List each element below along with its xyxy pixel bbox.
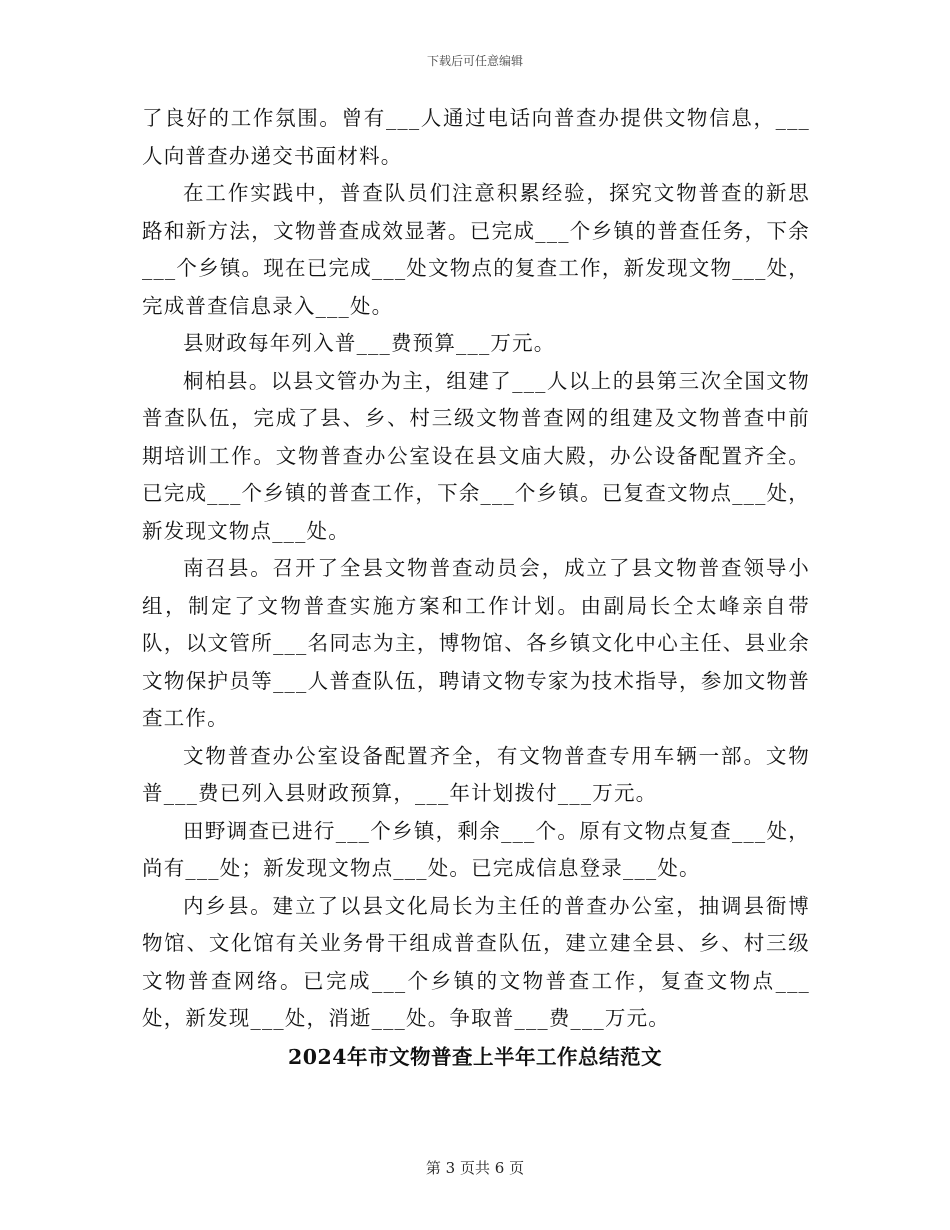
paragraph-county-budget: 县财政每年列入普___费预算___万元。: [183, 331, 556, 355]
paragraph-work-practice: 在工作实践中，普查队员们注意积累经验，探究文物普查的新思路和新方法，文物普查成效显著。已完成___个乡镇的普查任务，下余___个乡镇。现在已完成___处文物点的复查工作，新发现文物___处，完成普查信息录入___处。: [142, 181, 810, 318]
document-body: [142, 100, 810, 1038]
page-number: 第 3 页共 6 页: [425, 1159, 525, 1177]
paragraph-field-survey: 田野调查已进行___个乡镇，剩余___个。原有文物点复查___处，尚有___处；新发现文物点___处。已完成信息登录___处。: [142, 818, 810, 880]
page-header: 下载后可任意编辑: [426, 54, 523, 68]
paragraph-office-equipment: 文物普查办公室设备配置齐全，有文物普查专用车辆一部。文物普___费已列入县财政预算，___年计划拨付___万元。: [142, 743, 810, 805]
section-title: 2024年市文物普查上半年工作总结范文: [287, 1045, 663, 1069]
paragraph-tongbai: 桐柏县。以县文管办为主，组建了___人以上的县第三次全国文物普查队伍，完成了县、乡、村三级文物普查网的组建及文物普查中前期培训工作。文物普查办公室设在县文庙大殿，办公设备配置齐全。已完成___个乡镇的普查工作，下余___个乡镇。已复查文物点___处，新发现文物点___处。: [142, 368, 810, 543]
paragraph-neixiang: 内乡县。建立了以县文化局长为主任的普查办公室，抽调县衙博物馆、文化馆有关业务骨干组成普查队伍，建立建全县、乡、村三级文物普查网络。已完成___个乡镇的文物普查工作，复查文物点___处，新发现___处，消逝___处。争取普___费___万元。: [142, 893, 810, 1030]
paragraph-nanzhao: 南召县。召开了全县文物普查动员会，成立了县文物普查领导小组，制定了文物普查实施方案和工作计划。由副局长仝太峰亲自带队，以文管所___名同志为主，博物馆、各乡镇文化中心主任、县业余文物保护员等___人普查队伍，聘请文物专家为技术指导，参加文物普查工作。: [142, 556, 810, 730]
paragraph-continuation: 了良好的工作氛围。曾有___人通过电话向普查办提供文物信息，___人向普查办递交书面材料。: [142, 106, 810, 168]
